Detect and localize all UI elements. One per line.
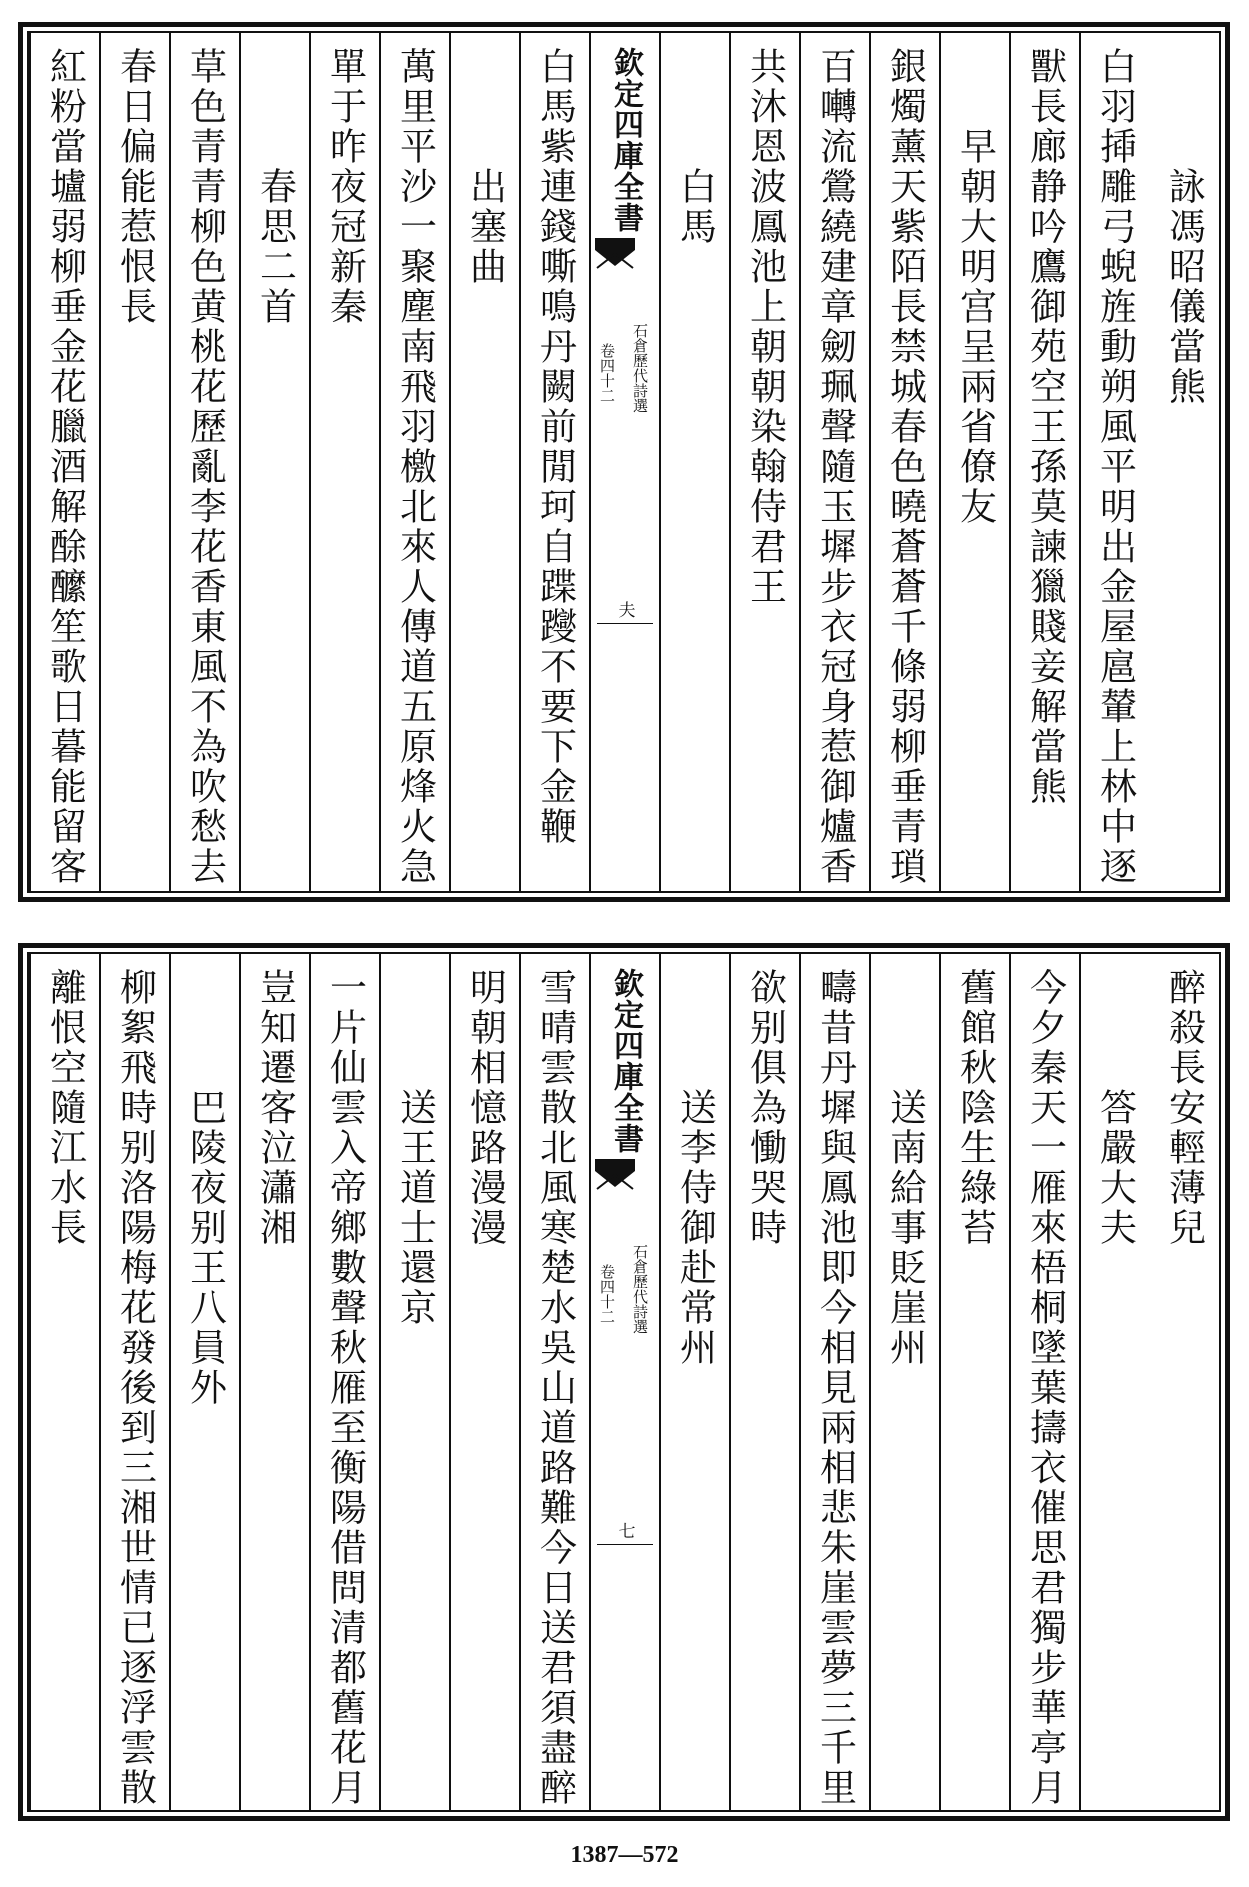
gutter-book-title: 石倉歷代詩選 (631, 323, 649, 413)
poem-line: 百囀流鶯繞建章劒珮聲隨玉墀步衣冠身惹御爐香 (813, 47, 857, 887)
text-column (799, 954, 869, 1810)
text-column (169, 954, 239, 1810)
text-column (99, 33, 169, 891)
poem-line: 欲别俱為慟哭時 (743, 968, 787, 1248)
poem-line: 白馬紫連錢嘶鳴丹闕前閒珂自蹀躞不要下金鞭 (533, 47, 577, 847)
center-gutter (589, 954, 659, 1810)
page-upper-frame (27, 31, 1221, 893)
text-column (239, 33, 309, 891)
text-column (379, 33, 449, 891)
poem-line: 醉殺長安輕薄兒 (1162, 968, 1206, 1248)
text-column (29, 954, 99, 1810)
text-column (1149, 33, 1219, 891)
poem-title: 詠馮昭儀當熊 (1162, 167, 1206, 407)
poem-line: 今夕秦天一雁來梧桐墜葉擣衣催思君獨步華亭月 (1023, 968, 1067, 1808)
poem-line: 紅粉當壚弱柳垂金花臘酒解酴醿笙歌日暮能留客 (43, 47, 87, 887)
poem-line: 白羽揷雕弓蜺旌動朔風平明出金屋扈輦上林中逐 (1093, 47, 1137, 887)
text-column (1009, 33, 1079, 891)
gutter-book-title: 石倉歷代詩選 (631, 1244, 649, 1334)
poem-line: 萬里平沙一聚塵南飛羽檄北來人傳道五原烽火急 (393, 47, 437, 887)
text-column (379, 954, 449, 1810)
gutter-rule (597, 1544, 653, 1545)
gutter-page-number: 夫 (614, 601, 635, 618)
text-column (29, 33, 99, 891)
poem-title: 早朝大明宫呈兩省僚友 (953, 127, 997, 527)
center-gutter (589, 33, 659, 891)
poem-line: 草色青青柳色黄桃花歷亂李花香東風不為吹愁去 (183, 47, 227, 887)
text-column (659, 33, 729, 891)
text-column (939, 954, 1009, 1810)
poem-line: 單于昨夜冠新秦 (323, 47, 367, 327)
poem-line: 離恨空隨江水長 (43, 968, 87, 1248)
text-column (1009, 954, 1079, 1810)
page-lower-frame (27, 952, 1221, 1812)
gutter-volume: 卷四十二 (598, 1264, 616, 1324)
text-column (99, 954, 169, 1810)
poem-line: 雪晴雲散北風寒楚水吳山道路難今日送君須盡醉 (533, 968, 577, 1808)
text-column (449, 33, 519, 891)
text-column (169, 33, 239, 891)
fishtail-mark-icon (595, 1159, 635, 1193)
poem-line: 舊館秋陰生綠苔 (953, 968, 997, 1248)
poem-title: 送王道士還京 (393, 1088, 437, 1328)
text-column (939, 33, 1009, 891)
poem-title: 白馬 (673, 167, 717, 247)
text-column (1149, 954, 1219, 1810)
text-column (659, 954, 729, 1810)
poem-line: 明朝相憶路漫漫 (463, 968, 507, 1248)
text-column (309, 954, 379, 1810)
poem-line: 獸長廊静吟鷹御苑空王孫莫諫獵賤妾解當熊 (1023, 47, 1067, 807)
poem-line: 豈知遷客泣瀟湘 (253, 968, 297, 1248)
gutter-rule (597, 623, 653, 624)
gutter-title: 欽定四庫全書 (608, 47, 643, 233)
text-column (239, 954, 309, 1810)
poem-line: 一片仙雲入帝鄉數聲秋雁至衡陽借問清都舊花月 (323, 968, 367, 1808)
poem-title: 送李侍御赴常州 (673, 1088, 717, 1368)
gutter-title: 欽定四庫全書 (608, 968, 643, 1154)
gutter-volume: 卷四十二 (598, 343, 616, 403)
poem-line: 疇昔丹墀與鳳池即今相見兩相悲朱崖雲夢三千里 (813, 968, 857, 1808)
page-reference-number: 1387—572 (570, 1842, 679, 1868)
fishtail-mark-icon (595, 238, 635, 272)
poem-title: 春思二首 (253, 167, 297, 327)
page-lower (18, 943, 1230, 1821)
text-column (729, 33, 799, 891)
poem-title: 巴陵夜别王八員外 (183, 1088, 227, 1408)
text-column (799, 33, 869, 891)
page-upper (18, 22, 1230, 902)
poem-line: 春日偏能惹恨長 (113, 47, 157, 327)
gutter-page-number: 七 (614, 1522, 635, 1539)
text-column (729, 954, 799, 1810)
poem-title: 送南給事貶崖州 (883, 1088, 927, 1368)
poem-title: 出塞曲 (463, 167, 507, 287)
poem-title: 答嚴大夫 (1093, 1088, 1137, 1248)
text-column (869, 33, 939, 891)
text-column (519, 954, 589, 1810)
text-column (449, 954, 519, 1810)
poem-line: 共沐恩波鳳池上朝朝染翰侍君王 (743, 47, 787, 607)
text-column (519, 33, 589, 891)
text-column (1079, 33, 1149, 891)
text-column (309, 33, 379, 891)
text-column (1079, 954, 1149, 1810)
poem-line: 柳絮飛時别洛陽梅花發後到三湘世情已逐浮雲散 (113, 968, 157, 1808)
poem-line: 銀燭薰天紫陌長禁城春色曉蒼蒼千條弱柳垂青瑣 (883, 47, 927, 887)
text-column (869, 954, 939, 1810)
